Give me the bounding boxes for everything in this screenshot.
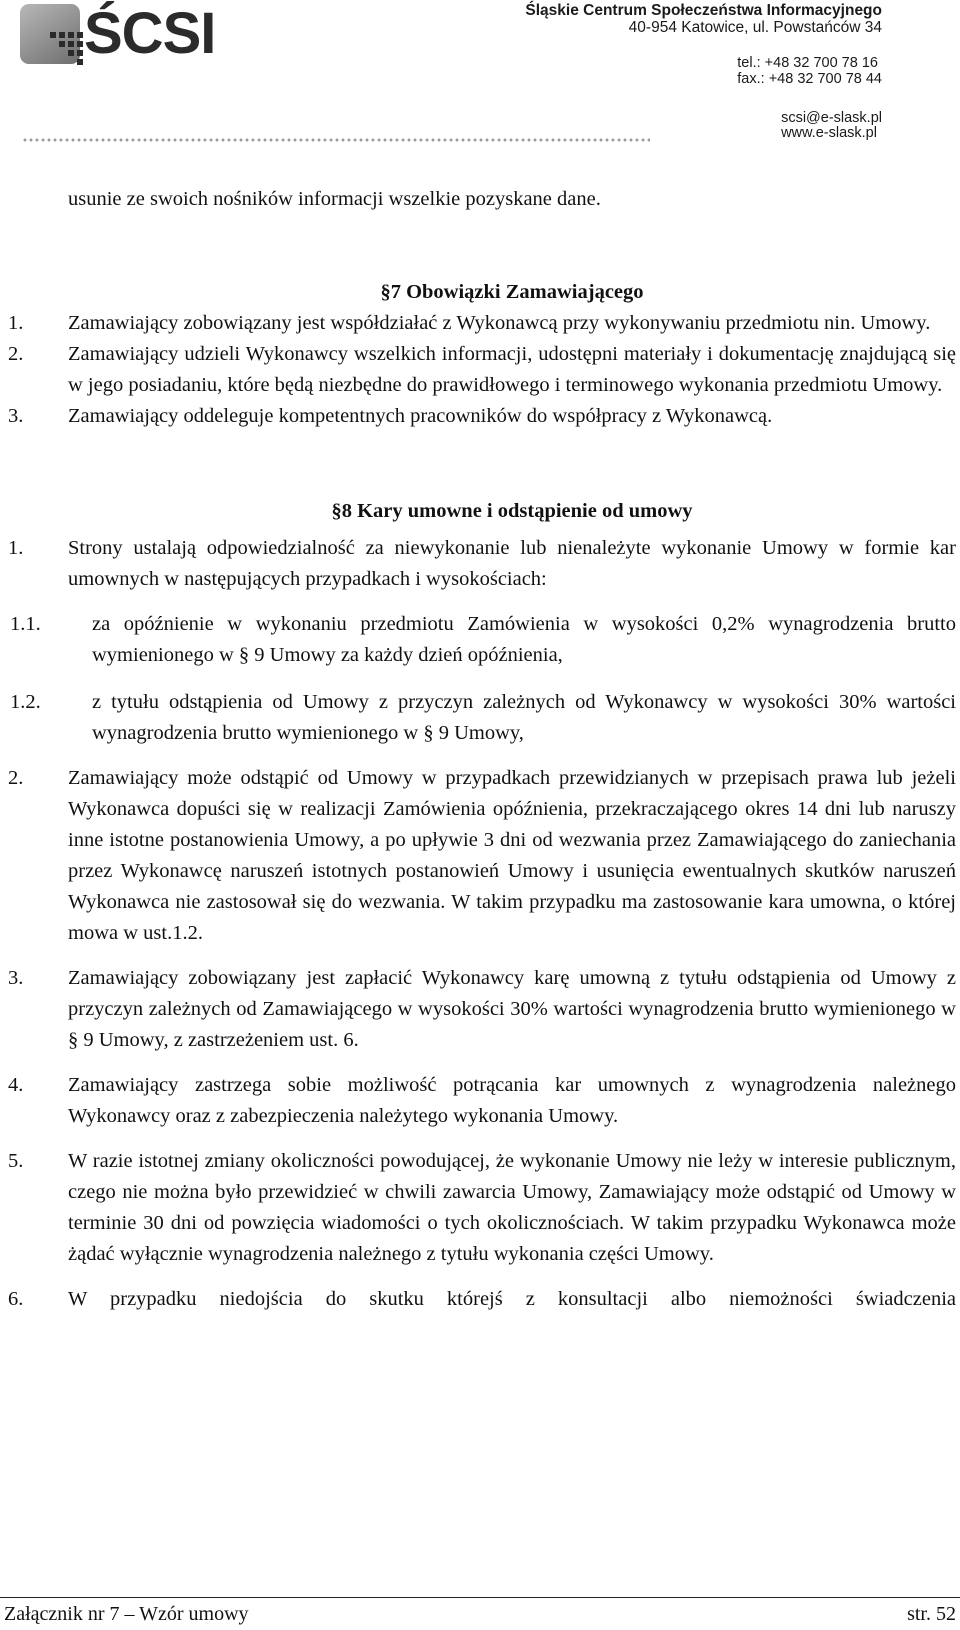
fax: fax.: +48 32 700 78 44 <box>737 71 882 87</box>
organization-name: Śląskie Centrum Społeczeństwa Informacyjnego <box>525 2 882 19</box>
web-block <box>781 111 882 141</box>
section-7-item: 3. Zamawiający oddeleguje kompetentnych pracowników do współpracy z Wykonawcą. <box>8 405 773 427</box>
page-number: str. 52 <box>907 1603 956 1625</box>
logo-wordmark: ŚCSI <box>84 1 216 66</box>
section-8-item: 6. W przypadku niedojścia do skutku którejś z konsultacji albo niemożności świadczenia <box>8 1288 956 1310</box>
website-link[interactable]: www.e-slask.pl <box>781 125 877 141</box>
footer-divider <box>0 1597 960 1598</box>
section-8-item: 4. Zamawiający zastrzega sobie możliwość potrącania kar umownych z wynagrodzenia należnego Wykonawcy oraz z zabezpieczenia należytego wykonania Umowy. <box>8 1074 956 1127</box>
dotted-divider <box>22 138 650 142</box>
section-8-subitem: 1.2. z tytułu odstąpienia od Umowy z przyczyn zależnych od Wykonawcy w wysokości 30% wartości wynagrodzenia brutto wymienionego w § 9 Umowy, <box>10 691 956 744</box>
scsi-logo <box>20 1 260 66</box>
phone-block <box>737 55 882 87</box>
document-body <box>8 184 956 1315</box>
page-footer <box>4 1601 956 1627</box>
section-8-item: 1. Strony ustalają odpowiedzialność za niewykonanie lub nienależyte wykonanie Umowy w formie kar umownych w następujących przypadkach i wysokościach: <box>8 537 956 590</box>
section-8-item: 3. Zamawiający zobowiązany jest zapłacić Wykonawcy karę umowną z tytułu odstąpienia od Umowy z przyczyn zależnych od Zamawiającego w wysokości 30% wartości wynagrodzenia brutto wymienionego w § 9 Umowy, z zastrzeżeniem ust. 6. <box>8 967 956 1051</box>
section-7-item: 2. Zamawiający udzieli Wykonawcy wszelkich informacji, udostępni materiały i dokumentację znajdującą się w jego posiadaniu, które będą niezbędne do prawidłowego i terminowego wykonania przedmiotu Umowy. <box>8 343 956 396</box>
section-8-subitem: 1.1. za opóźnienie w wykonaniu przedmiotu Zamówienia w wysokości 0,2% wynagrodzenia brutto wymienionego w § 9 Umowy za każdy dzień opóźnienia, <box>10 613 956 666</box>
section-8-heading: §8 Kary umowne i odstąpienie od umowy <box>331 500 693 522</box>
organization-address: 40-954 Katowice, ul. Powstańców 34 <box>628 19 882 36</box>
footer-document-label: Załącznik nr 7 – Wzór umowy <box>4 1603 249 1625</box>
section-7-item: 1. Zamawiający zobowiązany jest współdziałać z Wykonawcą przy wykonywaniu przedmiotu nin. Umowy. <box>8 312 931 334</box>
section-8-item: 5. W razie istotnej zmiany okoliczności powodującej, że wykonanie Umowy nie leży w interesie publicznym, czego nie można było przewidzieć w chwili zawarcia Umowy, Zamawiający może odstąpić od Umowy w terminie 30 dni od powzięcia wiadomości o tych okolicznościach. W takim przypadku Wykonawca może żądać wyłącznie wynagrodzenia należnego z tytułu wykonania części Umowy. <box>8 1150 956 1265</box>
organization-block <box>525 2 882 36</box>
section-7-heading: §7 Obowiązki Zamawiającego <box>380 281 644 303</box>
telephone: tel.: +48 32 700 78 16 <box>737 55 878 71</box>
email-link[interactable]: scsi@e-slask.pl <box>781 110 882 126</box>
letterhead <box>0 0 960 150</box>
intro-paragraph: usunie ze swoich nośników informacji wszelkie pozyskane dane. <box>68 188 601 210</box>
section-8-item: 2. Zamawiający może odstąpić od Umowy w przypadkach przewidzianych w przepisach prawa lub jeżeli Wykonawca dopuści się w realizacji Zamówienia opóźnienia, przekraczającego okres 14 dni lub naruszy inne istotne postanowienia Umowy, a po upływie 3 dni od wezwania przez Zamawiającego do zaniechania przez Wykonawcę naruszeń istotnych postanowień Umowy i usunięcia ewentualnych skutków naruszeń Wykonawca nie zastosował się do wezwania. W takim przypadku ma zastosowanie kara umowna, o której mowa w ust.1.2. <box>8 767 956 944</box>
